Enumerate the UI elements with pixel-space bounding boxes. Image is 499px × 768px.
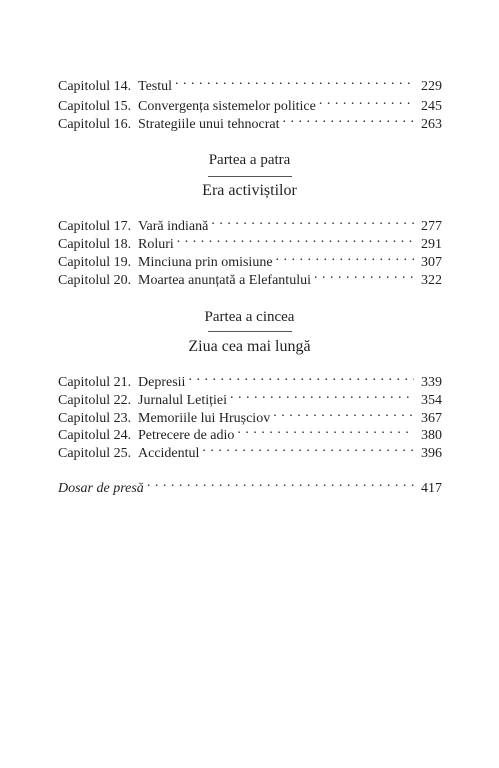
dot-leader [202, 439, 414, 457]
page-number: 367 [421, 411, 442, 426]
page-number: 291 [421, 237, 442, 252]
chapter-number: Capitolul 16. [58, 117, 132, 132]
toc-entry-25[interactable] [58, 439, 442, 461]
chapter-number: Capitolul 23. [58, 411, 132, 426]
dot-leader [283, 110, 414, 128]
chapter-title: Memoriile lui Hrușciov [138, 411, 271, 426]
part-four-title: Era activiștilor [202, 182, 297, 199]
part-four-label: Partea a patra [208, 152, 291, 168]
toc-entry-19[interactable] [58, 248, 442, 270]
chapter-number: Capitolul 17. [58, 219, 132, 234]
dot-leader [237, 421, 414, 439]
page-number: 396 [421, 446, 442, 461]
chapter-number: Capitolul 15. [58, 99, 132, 114]
page-number: 322 [421, 273, 442, 288]
page-number: 277 [421, 219, 442, 234]
part-four-divider [208, 176, 292, 177]
toc-entry-dosar[interactable] [58, 474, 442, 496]
toc-entry-21[interactable] [58, 368, 442, 390]
part-five-divider [208, 331, 292, 332]
part-five-title: Ziua cea mai lungă [188, 338, 311, 355]
part-five-label: Partea a cincea [204, 309, 295, 325]
page-number: 263 [421, 117, 442, 132]
chapter-title: Moartea anunțată a Elefantului [138, 273, 311, 288]
toc-entry-24[interactable] [58, 421, 442, 443]
chapter-number: Capitolul 19. [58, 255, 132, 270]
page-number: 307 [421, 255, 442, 270]
dot-leader [177, 230, 414, 248]
dot-leader [211, 212, 414, 230]
chapter-title: Roluri [138, 237, 174, 252]
dot-leader [319, 92, 414, 110]
page-number: 339 [421, 375, 442, 390]
toc-entry-18[interactable] [58, 230, 442, 252]
toc-entry-14[interactable] [58, 72, 442, 94]
chapter-number: Capitolul 14. [58, 79, 132, 94]
chapter-number: Capitolul 21. [58, 375, 132, 390]
chapter-title: Convergența sistemelor politice [138, 99, 316, 114]
page-number: 380 [421, 428, 442, 443]
chapter-title: Jurnalul Letiției [138, 393, 228, 408]
page-number: 354 [421, 393, 442, 408]
appendix-title: Dosar de presă [58, 481, 144, 496]
page-number: 245 [421, 99, 442, 114]
chapter-title: Depresii [138, 375, 186, 390]
dot-leader [147, 474, 414, 492]
chapter-number: Capitolul 25. [58, 446, 132, 461]
chapter-title: Accidentul [138, 446, 200, 461]
toc-entry-22[interactable] [58, 386, 442, 408]
toc-entry-15[interactable] [58, 92, 442, 114]
chapter-number: Capitolul 20. [58, 273, 132, 288]
chapter-number: Capitolul 24. [58, 428, 132, 443]
page-number: 229 [421, 79, 442, 94]
dot-leader [314, 266, 414, 284]
toc-entry-20[interactable] [58, 266, 442, 288]
chapter-title: Testul [138, 79, 173, 94]
chapter-title: Vară indiană [138, 219, 209, 234]
chapter-title: Petrecere de adio [138, 428, 235, 443]
toc-entry-16[interactable] [58, 110, 442, 132]
dot-leader [175, 72, 414, 90]
chapter-number: Capitolul 22. [58, 393, 132, 408]
page-number: 417 [421, 481, 442, 496]
chapter-title: Strategiile unui tehnocrat [138, 117, 280, 132]
toc-entry-23[interactable] [58, 404, 442, 426]
dot-leader [276, 248, 414, 266]
chapter-number: Capitolul 18. [58, 237, 132, 252]
dot-leader [230, 386, 414, 404]
dot-leader [273, 404, 414, 422]
chapter-title: Minciuna prin omisiune [138, 255, 273, 270]
dot-leader [188, 368, 414, 386]
toc-entry-17[interactable] [58, 212, 442, 234]
